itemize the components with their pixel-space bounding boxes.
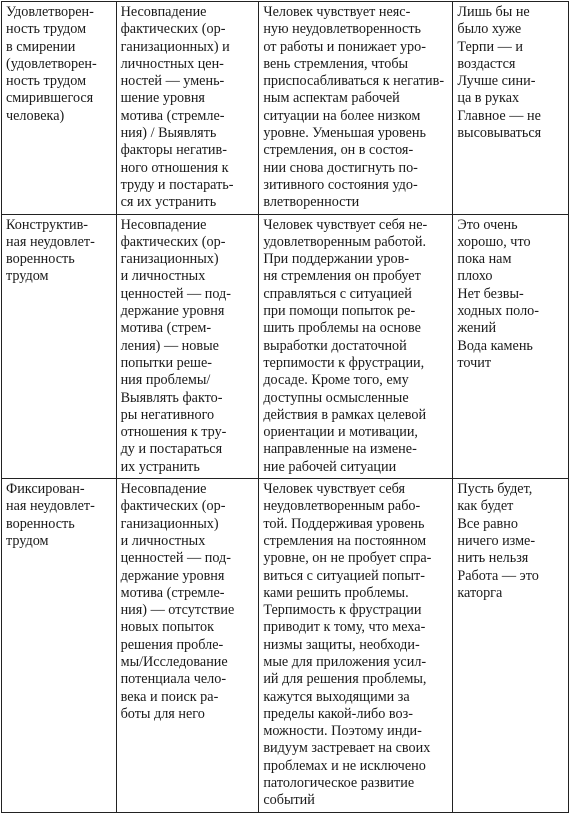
cause-cell: Несовпадение фактических (ор- ганизационных) и личностных цен- ностей — умень- шение уровня мотива (стремле- ния) / Выявлять факторы негатив- ного отношения к труду и постарать- ся их устранить xyxy=(116,2,259,215)
table-row xyxy=(2,2,569,215)
table-row xyxy=(2,479,569,813)
cause-cell: Несовпадение фактических (ор- ганизационных) и личностных ценностей — под- держание уровня мотива (стремле- ния) — отсутствие новых попыток решения пробле- мы/Исследование потенциала чело- века и поиск ра- боты для него xyxy=(116,479,259,813)
sayings-cell: Лишь бы не было хуже Терпи — и воздастся Лучше сини- ца в руках Главное — не высовываться xyxy=(453,2,569,215)
sayings-cell: Это очень хорошо, что пока нам плохо Нет безвы- ходных поло- жений Вода камень точит xyxy=(453,214,569,478)
type-cell: Фиксирован- ная неудовлет- воренность трудом xyxy=(2,479,117,813)
description-cell: Человек чувствует себя неудовлетворенным рабо- той. Поддерживая уровень стремления на постоянном уровне, он не пробует спра- виться с ситуацией попыт- ками решить проблемы. Терпимость к фрустрации приводит к тому, что меха- низмы защиты, необходи- мые для приложения усил- ий для решения проблемы, кажутся выходящими за пределы какой-либо воз- можности. Поэтому инди- видуум застревает на своих проблемах и не исключено патологическое развитие событий xyxy=(259,479,453,813)
type-cell: Конструктив- ная неудовлет- воренность трудом xyxy=(2,214,117,478)
type-cell: Удовлетворен- ность трудом в смирении (удовлетворен- ность трудом смирившегося человека) xyxy=(2,2,117,215)
satisfaction-types-table xyxy=(1,1,569,813)
description-cell: Человек чувствует неяс- ную неудовлетворенность от работы и понижает уро- вень стремления, чтобы приспосабливаться к негатив- ным аспектам рабочей ситуации на более низком уровне. Уменьшая уровень стремления, он в состоя- нии снова достигнуть по- зитивного состояния удо- влетворенности xyxy=(259,2,453,215)
cause-cell: Несовпадение фактических (ор- ганизационных) и личностных ценностей — под- держание уровня мотива (стрем- ления) — новые попытки реше- ния проблемы/ Выявлять факто- ры негативного отношения к тру- ду и постараться их устранить xyxy=(116,214,259,478)
sayings-cell: Пусть будет, как будет Все равно ничего изме- нить нельзя Работа — это каторга xyxy=(453,479,569,813)
description-cell: Человек чувствует себя не- удовлетворенным работой. При поддержании уров- ня стремления он пробует справляться с ситуацией при помощи попыток ре- шить проблемы на основе выработки достаточной терпимости к фрустрации, досаде. Кроме того, ему доступны осмысленные действия в рамках целевой ориентации и мотивации, направленные на измене- ние рабочей ситуации xyxy=(259,214,453,478)
table-row xyxy=(2,214,569,478)
